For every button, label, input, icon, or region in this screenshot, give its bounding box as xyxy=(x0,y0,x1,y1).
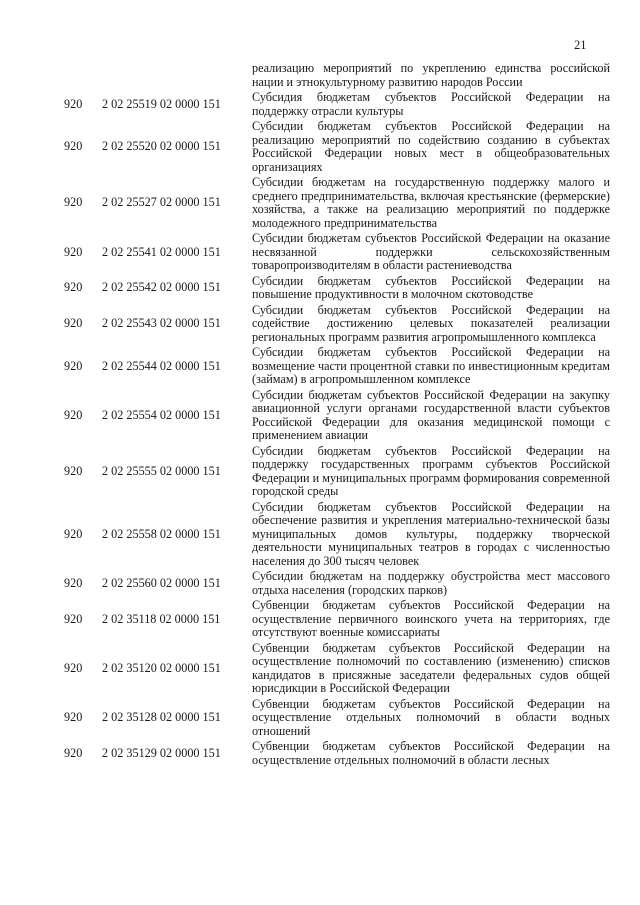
revenue-description: реализацию мероприятий по укреплению единства российской нации и этнокультурному развитию народов России xyxy=(252,61,610,89)
table-row xyxy=(40,232,610,275)
budget-classification-code: 2 02 35128 02 0000 151 xyxy=(102,710,221,724)
table-row xyxy=(40,346,610,389)
administrator-code: 920 xyxy=(64,316,83,330)
table-row xyxy=(40,445,610,501)
revenue-description: Субвенции бюджетам субъектов Российской Федерации на осуществление отдельных полномочий в области лесных xyxy=(252,739,610,767)
administrator-code: 920 xyxy=(64,526,83,541)
revenue-description: Субвенции бюджетам субъектов Российской Федерации на осуществление отдельных полномочий в области водных отношений xyxy=(252,696,610,738)
table-row xyxy=(40,176,610,232)
table-row xyxy=(40,304,610,347)
table-row xyxy=(40,740,610,769)
table-row xyxy=(40,389,610,445)
administrator-code: 920 xyxy=(64,407,83,422)
budget-classification-code: 2 02 25542 02 0000 151 xyxy=(102,280,221,295)
administrator-code: 920 xyxy=(64,710,83,724)
revenue-description: Субсидии бюджетам субъектов Российской Федерации на повышение продуктивности в молочном скотоводстве xyxy=(252,273,610,301)
table-row xyxy=(40,275,610,304)
budget-classification-code: 2 02 35129 02 0000 151 xyxy=(102,745,221,760)
revenue-description: Субсидии бюджетам субъектов Российской Федерации на оказание несвязанной поддержки сельскохозяйственным товаропроизводителям в области растениеводства xyxy=(252,231,610,272)
table-row xyxy=(40,642,610,698)
budget-classification-code: 2 02 25554 02 0000 151 xyxy=(102,407,221,422)
administrator-code xyxy=(40,62,102,91)
budget-classification-code xyxy=(102,62,252,91)
revenue-description: Субсидии бюджетам на государственную поддержку малого и среднего предпринимательства, включая крестьянские (фермерские) хозяйства, а также на реализацию мероприятий по поддержке молодежного предпринимательства xyxy=(252,175,610,230)
table-row xyxy=(40,91,610,120)
table-row xyxy=(40,698,610,741)
revenue-description: Субвенции бюджетам субъектов Российской Федерации на осуществление первичного воинского учета на территориях, где отсутствуют военные комиссариаты xyxy=(252,598,610,639)
administrator-code: 920 xyxy=(64,611,83,626)
administrator-code: 920 xyxy=(64,195,83,210)
budget-classification-code: 2 02 25555 02 0000 151 xyxy=(102,463,221,478)
budget-classification-code: 2 02 25519 02 0000 151 xyxy=(102,96,221,111)
administrator-code: 920 xyxy=(64,280,83,295)
page-number: 21 xyxy=(574,38,587,52)
administrator-code: 920 xyxy=(64,660,83,675)
administrator-code: 920 xyxy=(64,244,83,259)
table-row xyxy=(40,599,610,642)
table-row xyxy=(40,501,610,571)
budget-classification-code: 2 02 25544 02 0000 151 xyxy=(102,358,221,373)
budget-classification-code: 2 02 35118 02 0000 151 xyxy=(102,611,221,626)
budget-classification-code: 2 02 25541 02 0000 151 xyxy=(102,244,221,259)
budget-code-table xyxy=(40,62,610,769)
budget-classification-code: 2 02 25527 02 0000 151 xyxy=(102,195,221,210)
revenue-description: Субсидии бюджетам на поддержку обустройства мест массового отдыха населения (городских парков) xyxy=(252,569,610,597)
budget-classification-code: 2 02 25558 02 0000 151 xyxy=(102,526,221,541)
table-row xyxy=(40,570,610,599)
administrator-code: 920 xyxy=(64,139,83,154)
administrator-code: 920 xyxy=(64,463,83,478)
administrator-code: 920 xyxy=(64,575,83,590)
revenue-description: Субсидии бюджетам субъектов Российской Федерации на поддержку государственных программ субъектов Российской Федерации и муниципальных программ формирования современной городской среды xyxy=(252,443,610,498)
budget-classification-code: 2 02 25520 02 0000 151 xyxy=(102,139,221,154)
administrator-code: 920 xyxy=(64,745,83,760)
revenue-description: Субсидии бюджетам субъектов Российской Федерации на содействие достижению целевых показателей реализации региональных программ развития агропромышленного комплекса xyxy=(252,302,610,344)
budget-classification-code: 2 02 25543 02 0000 151 xyxy=(102,316,221,330)
revenue-description: Субсидия бюджетам субъектов Российской Федерации на поддержку отрасли культуры xyxy=(252,90,610,118)
revenue-description: Субвенции бюджетам субъектов Российской Федерации на осуществление полномочий по составлению (изменению) списков кандидатов в присяжные заседатели федеральных судов общей юрисдикции в Российской Федерации xyxy=(252,640,610,695)
revenue-description: Субсидии бюджетам субъектов Российской Федерации на реализацию мероприятий по содействию созданию в субъектах Российской Федерации новых мест в общеобразовательных организациях xyxy=(252,119,610,174)
administrator-code: 920 xyxy=(64,96,83,111)
revenue-description: Субсидии бюджетам субъектов Российской Федерации на закупку авиационной услуги органами государственной власти субъектов Российской Федерации для оказания медицинской помощи с применением авиации xyxy=(252,387,610,442)
administrator-code: 920 xyxy=(64,358,83,373)
budget-classification-code: 2 02 25560 02 0000 151 xyxy=(102,575,221,590)
budget-classification-code: 2 02 35120 02 0000 151 xyxy=(102,660,221,675)
revenue-description: Субсидии бюджетам субъектов Российской Федерации на возмещение части процентной ставки по инвестиционным кредитам (займам) в агропромышленном комплексе xyxy=(252,345,610,386)
table-row xyxy=(40,120,610,176)
revenue-description: Субсидии бюджетам субъектов Российской Федерации на обеспечение развития и укрепления материально-технической базы муниципальных домов культуры, поддержку творческой деятельности муниципальных театров в городах с численностью населения до 300 тысяч человек xyxy=(252,499,610,568)
table-row xyxy=(40,62,610,91)
